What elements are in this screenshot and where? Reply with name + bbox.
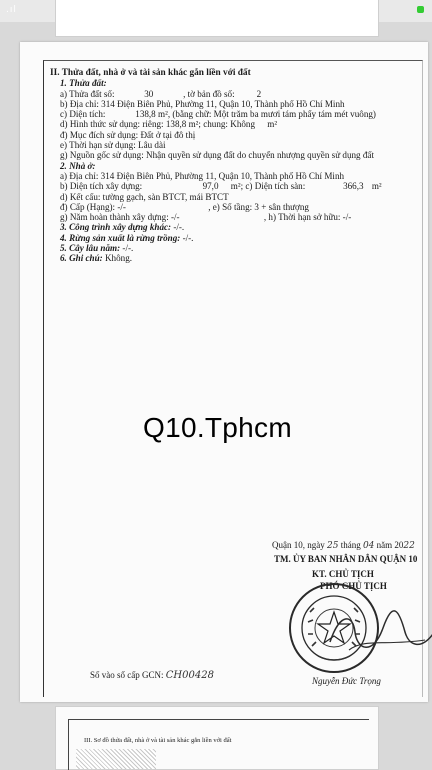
thua-dat-purpose: đ) Mục đích sử dụng: Đất ở tại đô thị (60, 129, 196, 140)
thua-dat-term: e) Thời hạn sử dụng: Lâu dài (60, 140, 166, 151)
private-area: 138,8 (165, 119, 187, 130)
thua-dat-origin: g) Nguồn gốc sử dụng: Nhận quyền sử dụng đất do chuyển nhượng quyền sử dụng đất (60, 150, 374, 161)
parcel-diagram-hatch (76, 749, 156, 769)
nha-o-year-row: g) Năm hoàn thành xây dựng: -/- , h) Thời hạn sở hữu: -/- (60, 212, 352, 223)
floor-count: , e) Số tầng: 3 + sân thượng (208, 201, 309, 212)
thua-dat-number-row: a) Thửa đất số: 30 , tờ bản đồ số: 2 (50, 89, 420, 99)
other-item-1: 3. Công trình xây dựng khác: -/-. (60, 222, 185, 233)
next-page-sliver[interactable] (55, 706, 379, 770)
certificate-serial: Số vào sổ cấp GCN: CH00428 (90, 670, 214, 681)
signing-day: 25 (327, 541, 339, 551)
thua-dat-usage-form: d) Hình thức sử dụng: riêng: 138,8 m²; chung: Không m² (60, 119, 278, 130)
parcel-number: 30 (144, 88, 154, 99)
land-area: 138,8 (135, 109, 156, 120)
certificate-number: CH00428 (165, 670, 214, 681)
other-item-4: 6. Ghi chú: Không. (60, 253, 133, 264)
nha-o-heading: 2. Nhà ở: (60, 160, 96, 171)
signing-year: 22 (403, 541, 415, 551)
section-title: II. Thửa đất, nhà ở và tài sản khác gắn liền với đất (50, 68, 251, 78)
previous-page-sliver[interactable] (55, 0, 379, 37)
thua-dat-address: b) Địa chỉ: 314 Điện Biên Phủ, Phường 11, Quận 10, Thành phố Hồ Chí Minh (60, 98, 345, 109)
common-area: Không (230, 119, 256, 130)
other-item-3: 5. Cây lâu năm: -/-. (60, 243, 134, 254)
signing-month: 04 (362, 541, 375, 551)
floor-area: 366,3 (343, 181, 364, 192)
nha-o-area-row: b) Diện tích xây dựng: 97,0 m²; c) Diện tích sàn: 366,3 m² (60, 181, 382, 192)
building-area: 97,0 (202, 181, 219, 192)
signature-icon (325, 602, 432, 662)
thua-dat-area-row: c) Diện tích: 138,8 m², (bằng chữ: Một trăm ba mươi tám phẩy tám mét vuông) (60, 109, 376, 120)
signer-role: KT. CHỦ TỊCH (312, 569, 374, 579)
signer-name: Nguyễn Đức Trọng (312, 676, 381, 686)
document-page[interactable] (20, 42, 428, 702)
watermark-text: Q10.Tphcm (143, 412, 292, 443)
signing-date: Quận 10, ngày 25 tháng 04 năm 2022 (272, 540, 415, 551)
map-sheet-number: 2 (256, 88, 262, 99)
battery-icon (417, 6, 424, 13)
other-item-2: 4. Rừng sản xuất là rừng trồng: -/-. (60, 232, 194, 243)
signal-icon: .ıl (6, 5, 17, 15)
nha-o-structure: d) Kết cấu: tường gạch, sàn BTCT, mái BTCT (60, 191, 229, 202)
next-page-title: III. Sơ đồ thửa đất, nhà ở và tài sản khác gắn liền với đất (84, 737, 232, 744)
battery-indicator (414, 5, 424, 15)
signer-title: PHÓ CHỦ TỊCH (320, 581, 387, 591)
land-area-words: (bằng chữ: Một trăm ba mươi tám phẩy tám mét vuông) (172, 109, 376, 120)
thua-dat-heading: 1. Thửa đất: (60, 78, 107, 89)
document-content (50, 68, 420, 264)
nha-o-grade-row: đ) Cấp (Hạng): -/- , e) Số tầng: 3 + sân thượng (60, 201, 309, 212)
nha-o-address: a) Địa chỉ: 314 Điện Biên Phủ, Phường 11, Quận 10, Thành phố Hồ Chí Minh (60, 170, 345, 181)
issuing-authority: TM. ỦY BAN NHÂN DÂN QUẬN 10 (274, 554, 418, 564)
